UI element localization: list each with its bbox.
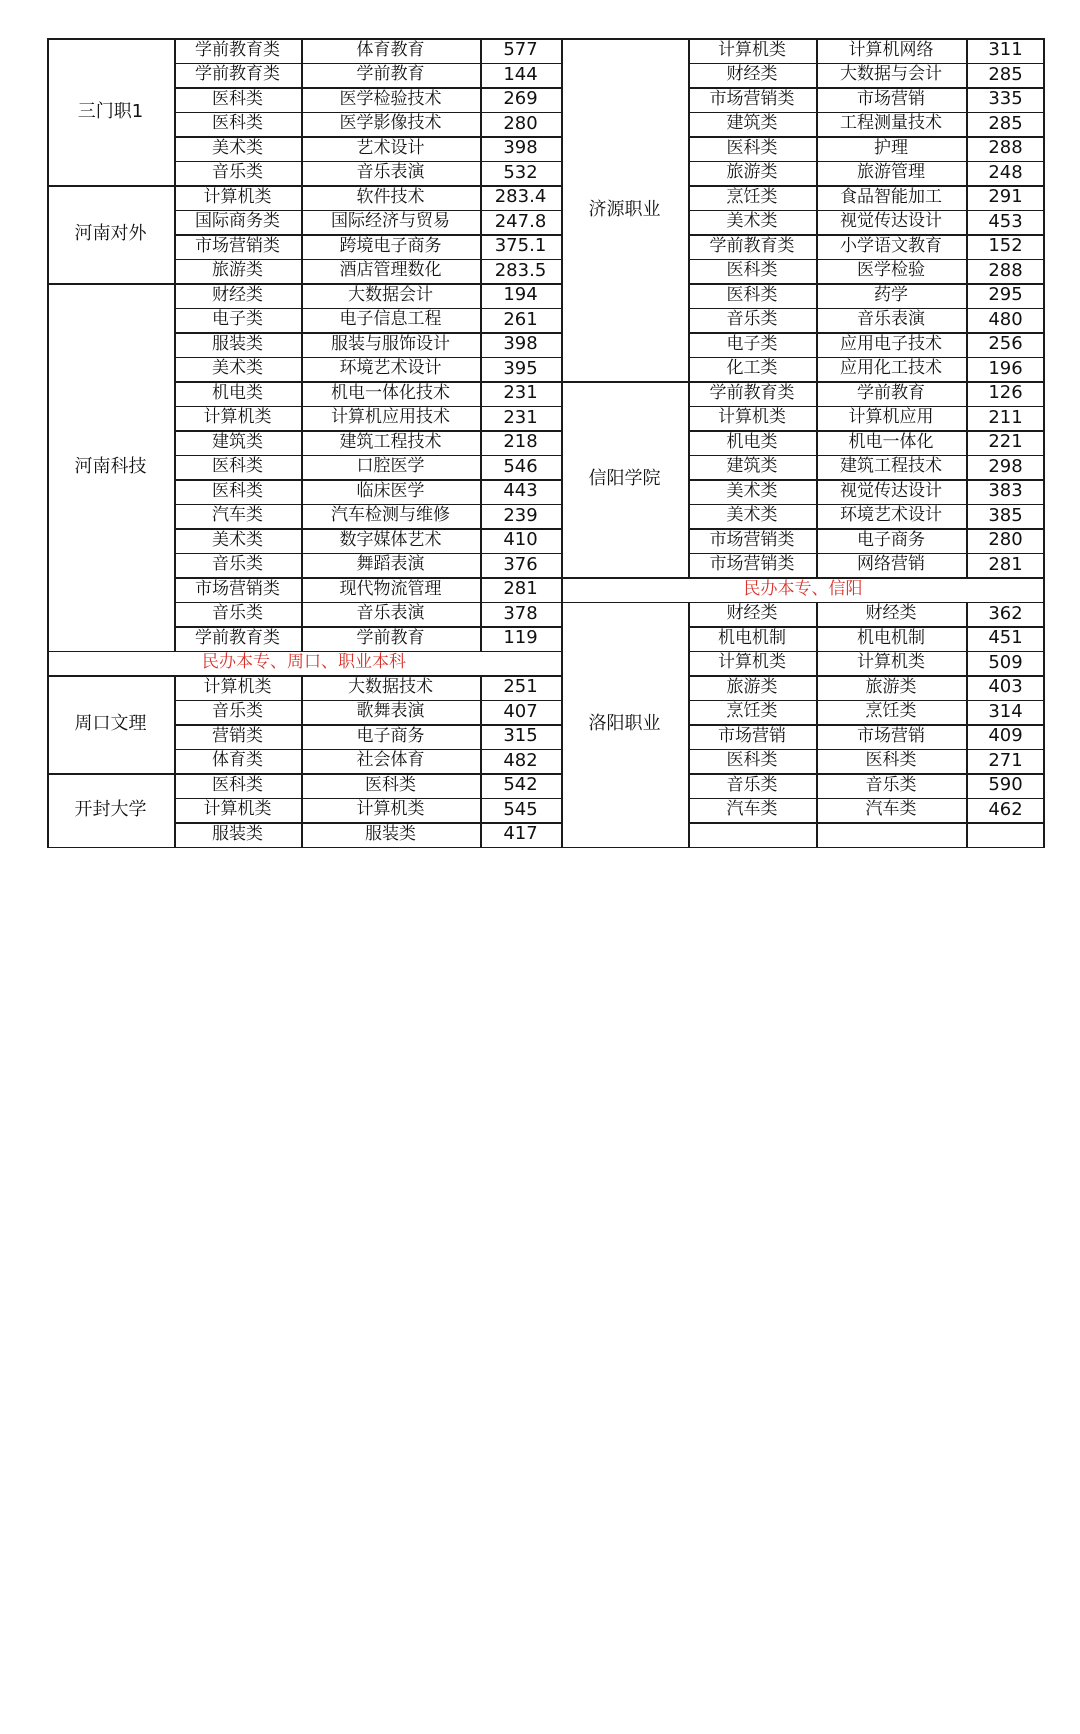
score-cell: 248 xyxy=(988,161,1023,183)
category-cell: 计算机类 xyxy=(203,407,272,428)
score-cell: 281 xyxy=(988,553,1023,575)
category-cell: 学前教育类 xyxy=(195,627,280,648)
major-cell: 财经类 xyxy=(865,603,917,624)
score-cell: 126 xyxy=(988,382,1023,404)
score-cell: 280 xyxy=(988,529,1023,551)
score-cell: 281 xyxy=(503,578,538,600)
column-divider xyxy=(688,38,690,381)
score-cell: 144 xyxy=(503,63,538,85)
major-cell: 临床医学 xyxy=(356,480,425,501)
category-cell: 电子类 xyxy=(212,309,263,330)
score-cell: 545 xyxy=(503,798,538,820)
major-cell: 音乐表演 xyxy=(356,603,425,624)
category-cell: 学前教育类 xyxy=(709,235,795,256)
row-divider xyxy=(174,847,561,849)
category-cell: 机电类 xyxy=(726,431,778,452)
category-cell xyxy=(688,822,816,847)
category-cell: 美术类 xyxy=(726,480,778,501)
category-cell: 旅游类 xyxy=(212,260,263,281)
category-cell: 市场营销类 xyxy=(195,235,280,256)
score-cell: 509 xyxy=(988,651,1023,673)
major-cell: 小学语文教育 xyxy=(840,235,942,256)
score-cell: 398 xyxy=(503,333,538,355)
major-cell: 应用电子技术 xyxy=(840,333,942,354)
category-cell: 汽车类 xyxy=(212,505,263,526)
major-cell: 网络营销 xyxy=(857,554,925,575)
score-cell: 453 xyxy=(988,210,1023,232)
score-cell: 462 xyxy=(988,798,1023,820)
column-divider xyxy=(480,38,482,185)
category-cell: 医科类 xyxy=(212,456,263,477)
category-cell: 电子类 xyxy=(726,333,778,354)
score-cell: 211 xyxy=(988,406,1023,428)
score-cell: 480 xyxy=(988,308,1023,330)
major-cell: 计算机类 xyxy=(857,652,925,673)
category-cell: 建筑类 xyxy=(726,456,778,477)
major-cell: 大数据会计 xyxy=(348,284,433,305)
score-cell: 231 xyxy=(503,382,538,404)
section-note: 民办本专、信阳 xyxy=(743,578,863,599)
column-divider xyxy=(480,283,482,651)
score-cell: 335 xyxy=(988,88,1023,110)
score-cell: 546 xyxy=(503,455,538,477)
school-cell: 洛阳职业 xyxy=(588,713,661,734)
score-cell: 398 xyxy=(503,137,538,159)
major-cell: 建筑工程技术 xyxy=(339,431,442,452)
score-cell: 196 xyxy=(988,357,1023,379)
category-cell: 汽车类 xyxy=(726,799,778,820)
category-cell: 机电机制 xyxy=(718,627,786,648)
major-cell: 环境艺术设计 xyxy=(339,358,442,379)
school-cell: 济源职业 xyxy=(588,198,661,220)
major-cell: 视觉传达设计 xyxy=(840,480,942,501)
category-cell: 体育类 xyxy=(212,750,263,771)
category-cell: 学前教育类 xyxy=(195,39,280,60)
school-cell: 信阳学院 xyxy=(588,468,661,489)
school-cell: 河南科技 xyxy=(74,455,147,477)
major-cell: 计算机类 xyxy=(356,799,425,820)
category-cell: 计算机类 xyxy=(203,799,272,820)
category-cell: 音乐类 xyxy=(212,701,263,722)
row-divider xyxy=(688,847,1045,849)
score-cell: 395 xyxy=(503,357,538,379)
major-cell: 电子商务 xyxy=(356,725,425,746)
category-cell: 财经类 xyxy=(726,603,778,624)
score-cell: 261 xyxy=(503,308,538,330)
score-cell: 280 xyxy=(503,112,538,134)
major-cell: 汽车检测与维修 xyxy=(331,505,450,526)
major-cell: 医科类 xyxy=(865,750,917,771)
major-cell: 食品智能加工 xyxy=(840,186,942,207)
category-cell: 学前教育类 xyxy=(709,382,795,403)
major-cell: 机电一体化技术 xyxy=(331,382,450,403)
category-cell: 音乐类 xyxy=(726,774,778,795)
major-cell: 药学 xyxy=(874,284,908,305)
score-cell: 194 xyxy=(503,284,538,306)
score-cell: 221 xyxy=(988,431,1023,453)
score-cell: 542 xyxy=(503,774,538,796)
category-cell: 旅游类 xyxy=(726,676,778,697)
category-cell: 烹饪类 xyxy=(726,701,778,722)
category-cell: 医科类 xyxy=(212,774,263,795)
column-divider xyxy=(688,381,690,577)
group-divider xyxy=(561,847,688,849)
score-cell: 152 xyxy=(988,235,1023,257)
score-cell: 577 xyxy=(503,39,538,61)
column-divider xyxy=(966,38,968,381)
major-cell: 大数据与会计 xyxy=(840,64,942,85)
major-cell: 服装与服饰设计 xyxy=(331,333,450,354)
column-divider xyxy=(301,675,303,773)
score-cell: 269 xyxy=(503,88,538,110)
school-cell: 开封大学 xyxy=(74,798,147,820)
score-cell: 451 xyxy=(988,627,1023,649)
major-cell: 艺术设计 xyxy=(356,137,425,158)
admission-score-table xyxy=(47,38,1045,847)
category-cell: 美术类 xyxy=(212,358,263,379)
score-cell: 375.1 xyxy=(494,235,547,257)
column-divider xyxy=(480,773,482,847)
major-cell: 医学检验 xyxy=(857,260,925,281)
major-cell xyxy=(816,822,966,847)
category-cell: 医科类 xyxy=(726,284,778,305)
major-cell: 口腔医学 xyxy=(356,456,425,477)
category-cell: 市场营销类 xyxy=(195,578,280,599)
score-cell: 590 xyxy=(988,774,1023,796)
category-cell: 音乐类 xyxy=(212,603,263,624)
major-cell: 烹饪类 xyxy=(865,701,917,722)
category-cell: 医科类 xyxy=(212,88,263,109)
category-cell: 美术类 xyxy=(726,505,778,526)
major-cell: 学前教育 xyxy=(356,64,425,85)
score-cell: 291 xyxy=(988,186,1023,208)
major-cell: 音乐类 xyxy=(865,774,917,795)
category-cell: 服装类 xyxy=(212,333,263,354)
column-divider xyxy=(301,773,303,847)
group-divider xyxy=(47,847,174,849)
score-cell: 362 xyxy=(988,602,1023,624)
category-cell: 音乐类 xyxy=(726,309,778,330)
major-cell: 音乐表演 xyxy=(356,162,425,183)
column-divider xyxy=(688,602,690,847)
category-cell: 营销类 xyxy=(212,725,263,746)
category-cell: 医科类 xyxy=(212,480,263,501)
school-cell: 三门职1 xyxy=(77,100,144,122)
major-cell: 医学检验技术 xyxy=(339,88,442,109)
column-divider xyxy=(966,602,968,847)
half-divider xyxy=(561,38,563,847)
score-cell: 378 xyxy=(503,602,538,624)
major-cell: 应用化工技术 xyxy=(840,358,942,379)
major-cell: 市场营销 xyxy=(857,88,925,109)
column-divider xyxy=(480,185,482,283)
major-cell: 歌舞表演 xyxy=(356,701,425,722)
category-cell: 美术类 xyxy=(212,137,263,158)
score-cell: 409 xyxy=(988,725,1023,747)
category-cell: 医科类 xyxy=(726,260,778,281)
major-cell: 社会体育 xyxy=(356,750,425,771)
school-cell: 河南对外 xyxy=(74,223,147,244)
major-cell: 环境艺术设计 xyxy=(840,505,942,526)
score-cell: 218 xyxy=(503,431,538,453)
category-cell: 计算机类 xyxy=(718,652,786,673)
category-cell: 计算机类 xyxy=(203,676,272,697)
category-cell: 建筑类 xyxy=(726,113,778,134)
major-cell: 机电一体化 xyxy=(848,431,934,452)
major-cell: 医科类 xyxy=(365,774,416,795)
major-cell: 医学影像技术 xyxy=(339,113,442,134)
score-cell: 251 xyxy=(503,676,538,698)
category-cell: 化工类 xyxy=(726,358,778,379)
major-cell: 电子信息工程 xyxy=(339,309,442,330)
category-cell: 市场营销类 xyxy=(709,529,795,550)
major-cell: 建筑工程技术 xyxy=(840,456,942,477)
major-cell: 旅游管理 xyxy=(857,162,925,183)
score-cell: 285 xyxy=(988,63,1023,85)
major-cell: 学前教育 xyxy=(356,627,425,648)
score-cell: 283.4 xyxy=(494,186,547,208)
score-cell: 376 xyxy=(503,553,538,575)
score-cell: 288 xyxy=(988,259,1023,281)
major-cell: 国际经济与贸易 xyxy=(331,211,450,232)
major-cell: 舞蹈表演 xyxy=(356,554,425,575)
major-cell: 电子商务 xyxy=(857,529,925,550)
column-divider xyxy=(816,38,818,381)
score-cell xyxy=(966,822,1045,847)
major-cell: 体育教育 xyxy=(356,39,425,60)
category-cell: 机电类 xyxy=(212,382,263,403)
score-cell: 532 xyxy=(503,161,538,183)
column-divider xyxy=(174,283,176,651)
score-cell: 285 xyxy=(988,112,1023,134)
category-cell: 市场营销类 xyxy=(709,554,795,575)
category-cell: 计算机类 xyxy=(718,39,786,60)
category-cell: 建筑类 xyxy=(212,431,263,452)
score-cell: 383 xyxy=(988,480,1023,502)
major-cell: 软件技术 xyxy=(356,186,425,207)
major-cell: 市场营销 xyxy=(857,725,925,746)
score-cell: 403 xyxy=(988,676,1023,698)
score-cell: 385 xyxy=(988,504,1023,526)
column-divider xyxy=(174,38,176,185)
category-cell: 计算机类 xyxy=(203,186,272,207)
major-cell: 音乐表演 xyxy=(857,309,925,330)
category-cell: 烹饪类 xyxy=(726,186,778,207)
score-cell: 417 xyxy=(503,823,538,845)
column-divider xyxy=(816,602,818,847)
column-divider xyxy=(174,185,176,283)
category-cell: 医科类 xyxy=(726,750,778,771)
score-cell: 298 xyxy=(988,455,1023,477)
score-cell: 314 xyxy=(988,700,1023,722)
major-cell: 汽车类 xyxy=(865,799,917,820)
major-cell: 护理 xyxy=(874,137,908,158)
category-cell: 美术类 xyxy=(212,529,263,550)
category-cell: 财经类 xyxy=(212,284,263,305)
category-cell: 市场营销类 xyxy=(709,88,795,109)
column-divider xyxy=(966,381,968,577)
score-cell: 119 xyxy=(503,627,538,649)
score-cell: 271 xyxy=(988,749,1023,771)
column-divider xyxy=(301,185,303,283)
major-cell: 计算机应用技术 xyxy=(331,407,450,428)
score-cell: 410 xyxy=(503,529,538,551)
score-cell: 295 xyxy=(988,284,1023,306)
score-cell: 288 xyxy=(988,137,1023,159)
major-cell: 机电机制 xyxy=(857,627,925,648)
category-cell: 医科类 xyxy=(212,113,263,134)
major-cell: 学前教育 xyxy=(857,382,925,403)
score-cell: 231 xyxy=(503,406,538,428)
category-cell: 旅游类 xyxy=(726,162,778,183)
score-cell: 247.8 xyxy=(494,210,547,232)
category-cell: 国际商务类 xyxy=(195,211,280,232)
category-cell: 服装类 xyxy=(212,823,263,844)
school-cell: 周口文理 xyxy=(74,713,147,734)
score-cell: 239 xyxy=(503,504,538,526)
score-cell: 407 xyxy=(503,700,538,722)
category-cell: 美术类 xyxy=(726,211,778,232)
score-cell: 443 xyxy=(503,480,538,502)
score-cell: 283.5 xyxy=(494,259,547,281)
column-divider xyxy=(174,675,176,773)
category-cell: 医科类 xyxy=(726,137,778,158)
category-cell: 计算机类 xyxy=(718,407,786,428)
major-cell: 数字媒体艺术 xyxy=(339,529,442,550)
major-cell: 现代物流管理 xyxy=(339,578,442,599)
major-cell: 视觉传达设计 xyxy=(840,211,942,232)
score-cell: 315 xyxy=(503,725,538,747)
major-cell: 计算机网络 xyxy=(848,39,934,60)
column-divider xyxy=(301,38,303,185)
score-cell: 311 xyxy=(988,39,1023,61)
major-cell: 酒店管理数化 xyxy=(339,260,442,281)
score-cell: 256 xyxy=(988,333,1023,355)
score-cell: 482 xyxy=(503,749,538,771)
major-cell: 工程测量技术 xyxy=(840,113,942,134)
section-note: 民办本专、周口、职业本科 xyxy=(202,652,406,673)
column-divider xyxy=(816,381,818,577)
major-cell: 大数据技术 xyxy=(348,676,433,697)
column-divider xyxy=(301,283,303,651)
column-divider xyxy=(174,773,176,847)
category-cell: 音乐类 xyxy=(212,554,263,575)
major-cell: 旅游类 xyxy=(865,676,917,697)
category-cell: 财经类 xyxy=(726,64,778,85)
column-divider xyxy=(480,675,482,773)
category-cell: 学前教育类 xyxy=(195,64,280,85)
category-cell: 音乐类 xyxy=(212,162,263,183)
major-cell: 跨境电子商务 xyxy=(339,235,442,256)
major-cell: 计算机应用 xyxy=(848,407,934,428)
major-cell: 服装类 xyxy=(365,823,416,844)
category-cell: 市场营销 xyxy=(718,725,786,746)
